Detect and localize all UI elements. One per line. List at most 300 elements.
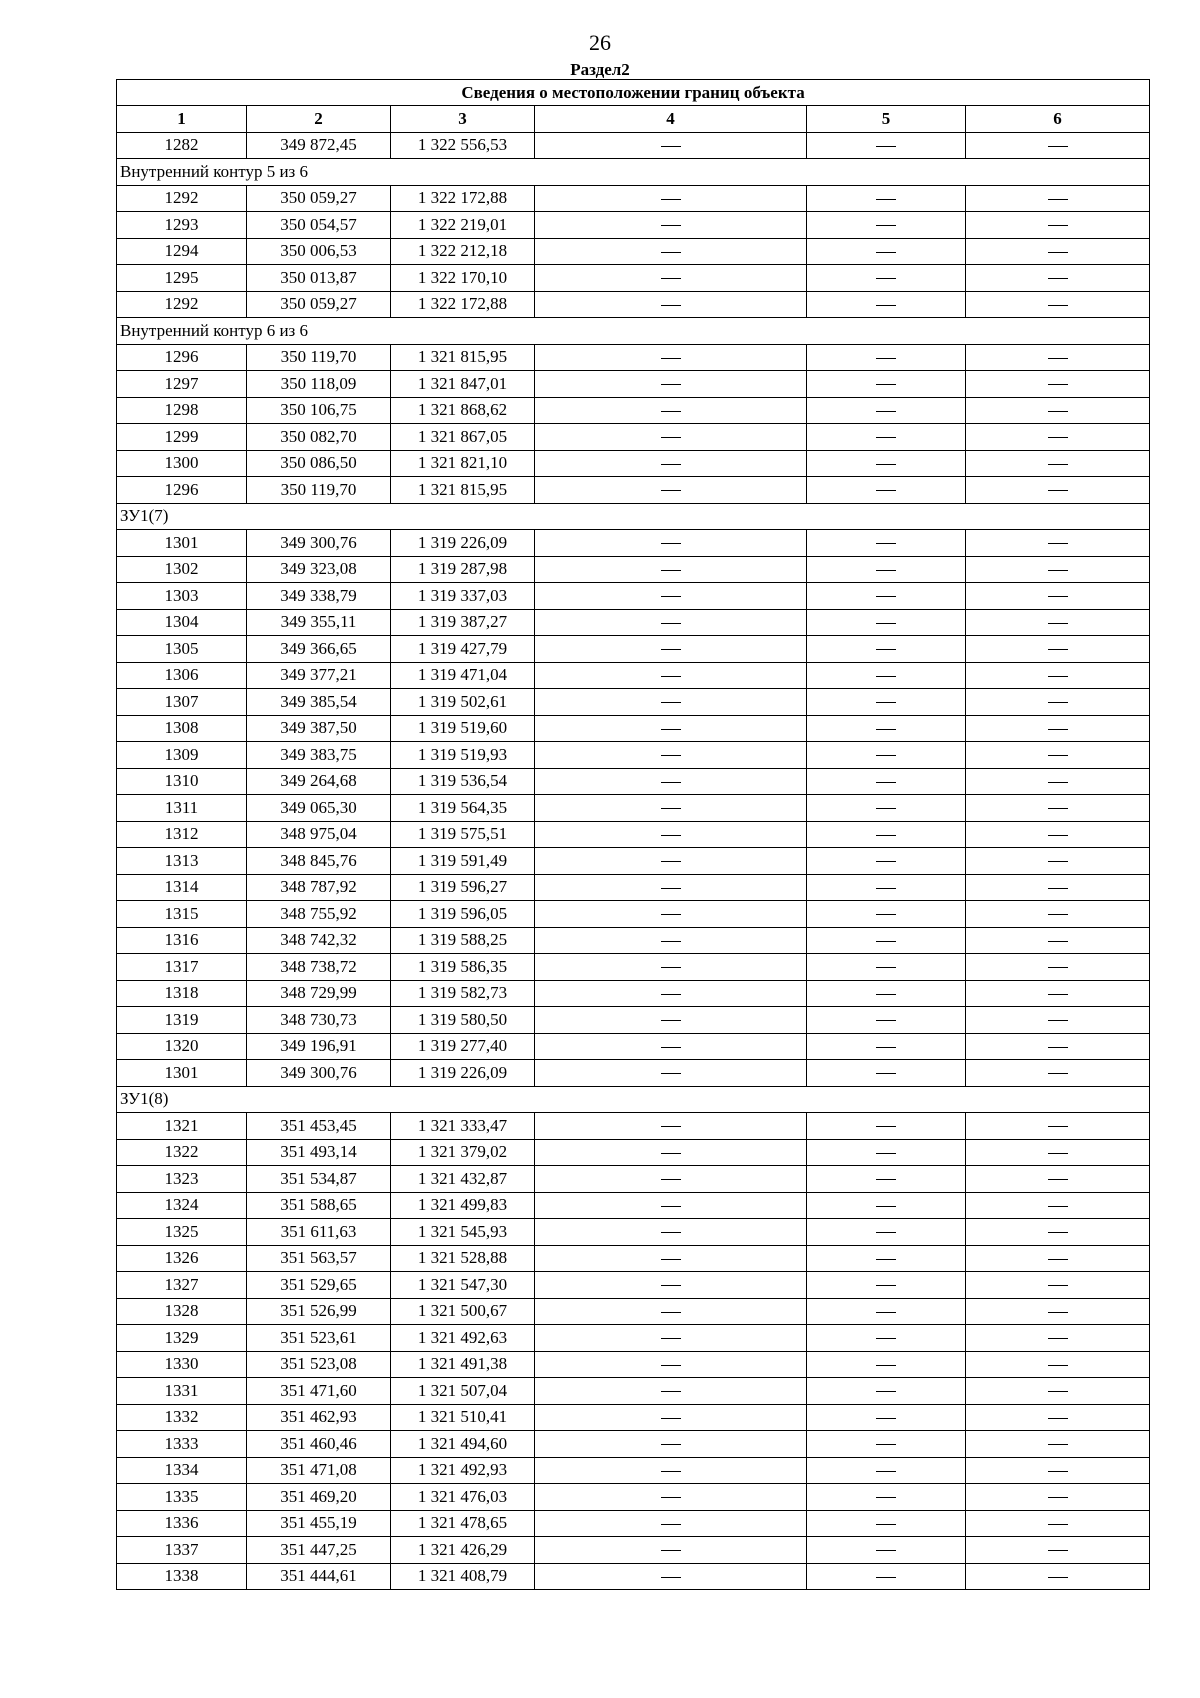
coordinate-y: 1 319 226,09 — [391, 530, 535, 557]
empty-cell-col-5 — [807, 715, 966, 742]
empty-cell-col-5 — [807, 1060, 966, 1087]
coordinate-y: 1 321 507,04 — [391, 1378, 535, 1405]
empty-value-dash — [661, 967, 681, 968]
table-row — [117, 1007, 1150, 1034]
coordinate-x: 349 385,54 — [247, 689, 391, 716]
empty-cell-col-4 — [535, 450, 807, 477]
empty-value-dash — [661, 649, 681, 650]
coordinate-y: 1 319 226,09 — [391, 1060, 535, 1087]
empty-cell-col-6 — [966, 874, 1150, 901]
empty-cell-col-5 — [807, 556, 966, 583]
empty-value-dash — [661, 994, 681, 995]
empty-cell-col-4 — [535, 1537, 807, 1564]
coordinate-x: 351 453,45 — [247, 1113, 391, 1140]
table-row — [117, 530, 1150, 557]
empty-cell-col-4 — [535, 238, 807, 265]
empty-value-dash — [661, 1444, 681, 1445]
empty-cell-col-5 — [807, 795, 966, 822]
coordinate-y: 1 321 528,88 — [391, 1245, 535, 1272]
empty-value-dash — [661, 623, 681, 624]
table-row — [117, 689, 1150, 716]
empty-cell-col-4 — [535, 583, 807, 610]
point-number: 1318 — [117, 980, 247, 1007]
empty-value-dash — [1048, 1259, 1068, 1260]
empty-cell-col-5 — [807, 1378, 966, 1405]
coordinate-y: 1 321 847,01 — [391, 371, 535, 398]
empty-value-dash — [661, 1338, 681, 1339]
coordinate-y: 1 322 172,88 — [391, 291, 535, 318]
point-number: 1328 — [117, 1298, 247, 1325]
empty-value-dash — [1048, 808, 1068, 809]
empty-cell-col-4 — [535, 556, 807, 583]
coordinate-x: 348 738,72 — [247, 954, 391, 981]
table-row — [117, 1404, 1150, 1431]
empty-value-dash — [661, 252, 681, 253]
empty-cell-col-6 — [966, 265, 1150, 292]
empty-value-dash — [1048, 1153, 1068, 1154]
empty-cell-col-5 — [807, 1457, 966, 1484]
table-row — [117, 1245, 1150, 1272]
empty-cell-col-5 — [807, 1033, 966, 1060]
boundary-coordinates-table — [116, 79, 1150, 1590]
empty-cell-col-4 — [535, 344, 807, 371]
coordinate-x: 349 383,75 — [247, 742, 391, 769]
point-number: 1338 — [117, 1563, 247, 1590]
empty-cell-col-6 — [966, 980, 1150, 1007]
point-number: 1329 — [117, 1325, 247, 1352]
coordinate-y: 1 321 547,30 — [391, 1272, 535, 1299]
coordinate-y: 1 321 492,63 — [391, 1325, 535, 1352]
point-number: 1315 — [117, 901, 247, 928]
coordinate-x: 351 444,61 — [247, 1563, 391, 1590]
table-row — [117, 901, 1150, 928]
point-number: 1299 — [117, 424, 247, 451]
empty-value-dash — [661, 835, 681, 836]
column-header-2: 2 — [247, 106, 391, 133]
table-row — [117, 397, 1150, 424]
table-row — [117, 1298, 1150, 1325]
coordinate-x: 350 118,09 — [247, 371, 391, 398]
empty-value-dash — [661, 1365, 681, 1366]
coordinate-x: 348 845,76 — [247, 848, 391, 875]
empty-value-dash — [661, 861, 681, 862]
empty-value-dash — [876, 1497, 896, 1498]
empty-cell-col-6 — [966, 132, 1150, 159]
empty-value-dash — [1048, 146, 1068, 147]
empty-cell-col-4 — [535, 848, 807, 875]
table-row — [117, 636, 1150, 663]
empty-cell-col-4 — [535, 980, 807, 1007]
empty-cell-col-4 — [535, 132, 807, 159]
empty-value-dash — [1048, 1524, 1068, 1525]
empty-value-dash — [661, 1126, 681, 1127]
empty-cell-col-4 — [535, 265, 807, 292]
table-row — [117, 954, 1150, 981]
table-row — [117, 1510, 1150, 1537]
point-number: 1304 — [117, 609, 247, 636]
empty-value-dash — [876, 1444, 896, 1445]
empty-value-dash — [876, 358, 896, 359]
coordinate-x: 351 526,99 — [247, 1298, 391, 1325]
coordinate-y: 1 319 580,50 — [391, 1007, 535, 1034]
coordinate-x: 349 377,21 — [247, 662, 391, 689]
empty-value-dash — [1048, 464, 1068, 465]
empty-cell-col-6 — [966, 1060, 1150, 1087]
coordinate-x: 350 082,70 — [247, 424, 391, 451]
empty-cell-col-6 — [966, 927, 1150, 954]
coordinate-x: 349 065,30 — [247, 795, 391, 822]
empty-cell-col-4 — [535, 1351, 807, 1378]
empty-cell-col-4 — [535, 1298, 807, 1325]
point-number: 1301 — [117, 530, 247, 557]
empty-cell-col-4 — [535, 212, 807, 239]
coordinate-x: 349 872,45 — [247, 132, 391, 159]
empty-value-dash — [661, 1497, 681, 1498]
point-number: 1314 — [117, 874, 247, 901]
table-row — [117, 662, 1150, 689]
table-row — [117, 185, 1150, 212]
empty-value-dash — [876, 305, 896, 306]
empty-cell-col-5 — [807, 1007, 966, 1034]
point-number: 1312 — [117, 821, 247, 848]
empty-value-dash — [1048, 1497, 1068, 1498]
table-row — [117, 583, 1150, 610]
empty-cell-col-5 — [807, 768, 966, 795]
table-body — [117, 132, 1150, 1590]
empty-value-dash — [1048, 1471, 1068, 1472]
empty-value-dash — [876, 543, 896, 544]
table-row — [117, 768, 1150, 795]
empty-cell-col-6 — [966, 291, 1150, 318]
empty-value-dash — [661, 1550, 681, 1551]
coordinate-x: 351 460,46 — [247, 1431, 391, 1458]
table-row — [117, 1166, 1150, 1193]
empty-cell-col-6 — [966, 1272, 1150, 1299]
empty-value-dash — [1048, 305, 1068, 306]
empty-cell-col-4 — [535, 1272, 807, 1299]
empty-cell-col-5 — [807, 1139, 966, 1166]
coordinate-y: 1 319 387,27 — [391, 609, 535, 636]
table-row — [117, 1563, 1150, 1590]
coordinate-x: 348 787,92 — [247, 874, 391, 901]
empty-cell-col-4 — [535, 1563, 807, 1590]
empty-cell-col-5 — [807, 636, 966, 663]
coordinate-x: 351 469,20 — [247, 1484, 391, 1511]
empty-value-dash — [661, 702, 681, 703]
empty-value-dash — [661, 1259, 681, 1260]
empty-cell-col-6 — [966, 662, 1150, 689]
coordinate-y: 1 321 821,10 — [391, 450, 535, 477]
empty-cell-col-5 — [807, 609, 966, 636]
table-row — [117, 848, 1150, 875]
empty-value-dash — [876, 861, 896, 862]
contour-label: Внутренний контур 5 из 6 — [117, 159, 1150, 186]
point-number: 1292 — [117, 291, 247, 318]
empty-cell-col-5 — [807, 424, 966, 451]
point-number: 1296 — [117, 344, 247, 371]
empty-cell-col-5 — [807, 291, 966, 318]
empty-value-dash — [1048, 994, 1068, 995]
coordinate-y: 1 321 510,41 — [391, 1404, 535, 1431]
empty-cell-col-6 — [966, 715, 1150, 742]
column-header-5: 5 — [807, 106, 966, 133]
empty-value-dash — [1048, 384, 1068, 385]
coordinate-y: 1 321 491,38 — [391, 1351, 535, 1378]
empty-cell-col-4 — [535, 662, 807, 689]
empty-cell-col-4 — [535, 1113, 807, 1140]
empty-cell-col-5 — [807, 927, 966, 954]
empty-value-dash — [661, 305, 681, 306]
empty-cell-col-4 — [535, 1192, 807, 1219]
point-number: 1296 — [117, 477, 247, 504]
coordinate-x: 349 387,50 — [247, 715, 391, 742]
empty-value-dash — [661, 1391, 681, 1392]
coordinate-y: 1 319 586,35 — [391, 954, 535, 981]
section-label-row — [117, 503, 1150, 530]
empty-cell-col-6 — [966, 1431, 1150, 1458]
empty-value-dash — [661, 1418, 681, 1419]
empty-value-dash — [1048, 1312, 1068, 1313]
coordinate-x: 350 059,27 — [247, 291, 391, 318]
empty-cell-col-4 — [535, 609, 807, 636]
section-label-row — [117, 159, 1150, 186]
coordinate-y: 1 322 212,18 — [391, 238, 535, 265]
coordinate-x: 351 611,63 — [247, 1219, 391, 1246]
empty-value-dash — [1048, 1444, 1068, 1445]
empty-value-dash — [1048, 1179, 1068, 1180]
table-row — [117, 1351, 1150, 1378]
empty-cell-col-4 — [535, 1431, 807, 1458]
empty-cell-col-5 — [807, 1537, 966, 1564]
empty-value-dash — [1048, 1365, 1068, 1366]
empty-cell-col-5 — [807, 185, 966, 212]
empty-value-dash — [876, 1020, 896, 1021]
point-number: 1319 — [117, 1007, 247, 1034]
table-title-row — [117, 80, 1150, 106]
coordinate-y: 1 321 492,93 — [391, 1457, 535, 1484]
empty-cell-col-6 — [966, 795, 1150, 822]
point-number: 1300 — [117, 450, 247, 477]
empty-cell-col-6 — [966, 450, 1150, 477]
empty-value-dash — [876, 1365, 896, 1366]
empty-value-dash — [1048, 941, 1068, 942]
table-row — [117, 238, 1150, 265]
empty-value-dash — [661, 729, 681, 730]
coordinate-x: 351 529,65 — [247, 1272, 391, 1299]
empty-value-dash — [1048, 1285, 1068, 1286]
point-number: 1293 — [117, 212, 247, 239]
table-row — [117, 742, 1150, 769]
table-row — [117, 291, 1150, 318]
coordinate-x: 349 300,76 — [247, 1060, 391, 1087]
coordinate-y: 1 321 499,83 — [391, 1192, 535, 1219]
empty-cell-col-5 — [807, 132, 966, 159]
empty-cell-col-5 — [807, 212, 966, 239]
empty-value-dash — [661, 1179, 681, 1180]
empty-value-dash — [661, 1206, 681, 1207]
table-row — [117, 212, 1150, 239]
point-number: 1292 — [117, 185, 247, 212]
empty-cell-col-5 — [807, 397, 966, 424]
coordinate-y: 1 321 408,79 — [391, 1563, 535, 1590]
empty-cell-col-4 — [535, 1033, 807, 1060]
table-row — [117, 1457, 1150, 1484]
table-row — [117, 1113, 1150, 1140]
coordinate-y: 1 321 476,03 — [391, 1484, 535, 1511]
table-row — [117, 795, 1150, 822]
coordinate-x: 348 742,32 — [247, 927, 391, 954]
empty-value-dash — [1048, 358, 1068, 359]
coordinate-y: 1 319 519,60 — [391, 715, 535, 742]
coordinate-y: 1 321 494,60 — [391, 1431, 535, 1458]
coordinate-x: 351 455,19 — [247, 1510, 391, 1537]
point-number: 1324 — [117, 1192, 247, 1219]
table-row — [117, 1272, 1150, 1299]
column-header-row — [117, 106, 1150, 133]
table-row — [117, 1139, 1150, 1166]
empty-cell-col-5 — [807, 238, 966, 265]
empty-cell-col-6 — [966, 1563, 1150, 1590]
empty-cell-col-6 — [966, 556, 1150, 583]
empty-value-dash — [876, 835, 896, 836]
empty-value-dash — [876, 1047, 896, 1048]
empty-value-dash — [876, 702, 896, 703]
empty-cell-col-6 — [966, 1404, 1150, 1431]
empty-cell-col-5 — [807, 1192, 966, 1219]
empty-value-dash — [876, 1418, 896, 1419]
empty-value-dash — [661, 384, 681, 385]
contour-label: Внутренний контур 6 из 6 — [117, 318, 1150, 345]
empty-value-dash — [876, 676, 896, 677]
page-number: 26 — [589, 30, 611, 55]
empty-cell-col-5 — [807, 1404, 966, 1431]
contour-label: ЗУ1(7) — [117, 503, 1150, 530]
coordinate-x: 350 119,70 — [247, 477, 391, 504]
empty-cell-col-6 — [966, 344, 1150, 371]
empty-value-dash — [876, 888, 896, 889]
empty-cell-col-6 — [966, 1378, 1150, 1405]
empty-value-dash — [661, 1285, 681, 1286]
coordinate-x: 349 196,91 — [247, 1033, 391, 1060]
empty-value-dash — [1048, 225, 1068, 226]
empty-cell-col-6 — [966, 1510, 1150, 1537]
coordinate-x: 349 300,76 — [247, 530, 391, 557]
empty-cell-col-6 — [966, 1537, 1150, 1564]
empty-value-dash — [1048, 1020, 1068, 1021]
empty-value-dash — [661, 1073, 681, 1074]
empty-cell-col-6 — [966, 1351, 1150, 1378]
table-row — [117, 424, 1150, 451]
empty-value-dash — [661, 782, 681, 783]
table-row — [117, 1325, 1150, 1352]
empty-value-dash — [876, 1391, 896, 1392]
point-number: 1330 — [117, 1351, 247, 1378]
empty-value-dash — [1048, 411, 1068, 412]
empty-cell-col-4 — [535, 1510, 807, 1537]
coordinate-x: 351 471,60 — [247, 1378, 391, 1405]
empty-value-dash — [876, 994, 896, 995]
coordinate-y: 1 319 536,54 — [391, 768, 535, 795]
empty-value-dash — [876, 225, 896, 226]
point-number: 1332 — [117, 1404, 247, 1431]
empty-value-dash — [661, 411, 681, 412]
empty-cell-col-4 — [535, 821, 807, 848]
empty-value-dash — [1048, 1577, 1068, 1578]
empty-value-dash — [661, 1577, 681, 1578]
empty-cell-col-6 — [966, 768, 1150, 795]
empty-value-dash — [876, 596, 896, 597]
point-number: 1298 — [117, 397, 247, 424]
empty-value-dash — [876, 623, 896, 624]
table-row — [117, 371, 1150, 398]
empty-value-dash — [876, 914, 896, 915]
point-number: 1323 — [117, 1166, 247, 1193]
coordinate-y: 1 319 277,40 — [391, 1033, 535, 1060]
empty-cell-col-6 — [966, 371, 1150, 398]
coordinate-y: 1 321 333,47 — [391, 1113, 535, 1140]
empty-value-dash — [876, 570, 896, 571]
empty-value-dash — [876, 1259, 896, 1260]
empty-cell-col-6 — [966, 1298, 1150, 1325]
empty-cell-col-4 — [535, 768, 807, 795]
empty-cell-col-4 — [535, 927, 807, 954]
coordinate-x: 351 523,08 — [247, 1351, 391, 1378]
empty-value-dash — [876, 941, 896, 942]
coordinate-x: 350 054,57 — [247, 212, 391, 239]
table-row — [117, 927, 1150, 954]
empty-cell-col-6 — [966, 1007, 1150, 1034]
point-number: 1307 — [117, 689, 247, 716]
empty-cell-col-6 — [966, 583, 1150, 610]
empty-value-dash — [1048, 1232, 1068, 1233]
coordinate-y: 1 319 502,61 — [391, 689, 535, 716]
empty-cell-col-5 — [807, 980, 966, 1007]
empty-value-dash — [1048, 967, 1068, 968]
table-row — [117, 265, 1150, 292]
empty-cell-col-6 — [966, 954, 1150, 981]
empty-cell-col-5 — [807, 1484, 966, 1511]
coordinate-y: 1 319 427,79 — [391, 636, 535, 663]
coordinate-y: 1 321 379,02 — [391, 1139, 535, 1166]
empty-value-dash — [1048, 702, 1068, 703]
coordinate-y: 1 321 867,05 — [391, 424, 535, 451]
empty-value-dash — [661, 278, 681, 279]
coordinate-y: 1 321 815,95 — [391, 344, 535, 371]
coordinate-y: 1 322 170,10 — [391, 265, 535, 292]
empty-value-dash — [876, 1550, 896, 1551]
section-label-row — [117, 1086, 1150, 1113]
empty-cell-col-5 — [807, 1219, 966, 1246]
empty-value-dash — [1048, 1338, 1068, 1339]
empty-value-dash — [876, 1153, 896, 1154]
point-number: 1295 — [117, 265, 247, 292]
coordinate-x: 351 563,57 — [247, 1245, 391, 1272]
empty-cell-col-5 — [807, 477, 966, 504]
section-label-row — [117, 318, 1150, 345]
empty-cell-col-4 — [535, 742, 807, 769]
empty-cell-col-4 — [535, 636, 807, 663]
empty-value-dash — [876, 729, 896, 730]
empty-cell-col-5 — [807, 530, 966, 557]
empty-value-dash — [1048, 623, 1068, 624]
empty-value-dash — [1048, 835, 1068, 836]
empty-cell-col-5 — [807, 1113, 966, 1140]
empty-value-dash — [876, 1312, 896, 1313]
table-row — [117, 556, 1150, 583]
coordinate-x: 348 730,73 — [247, 1007, 391, 1034]
coordinate-x: 351 523,61 — [247, 1325, 391, 1352]
point-number: 1311 — [117, 795, 247, 822]
